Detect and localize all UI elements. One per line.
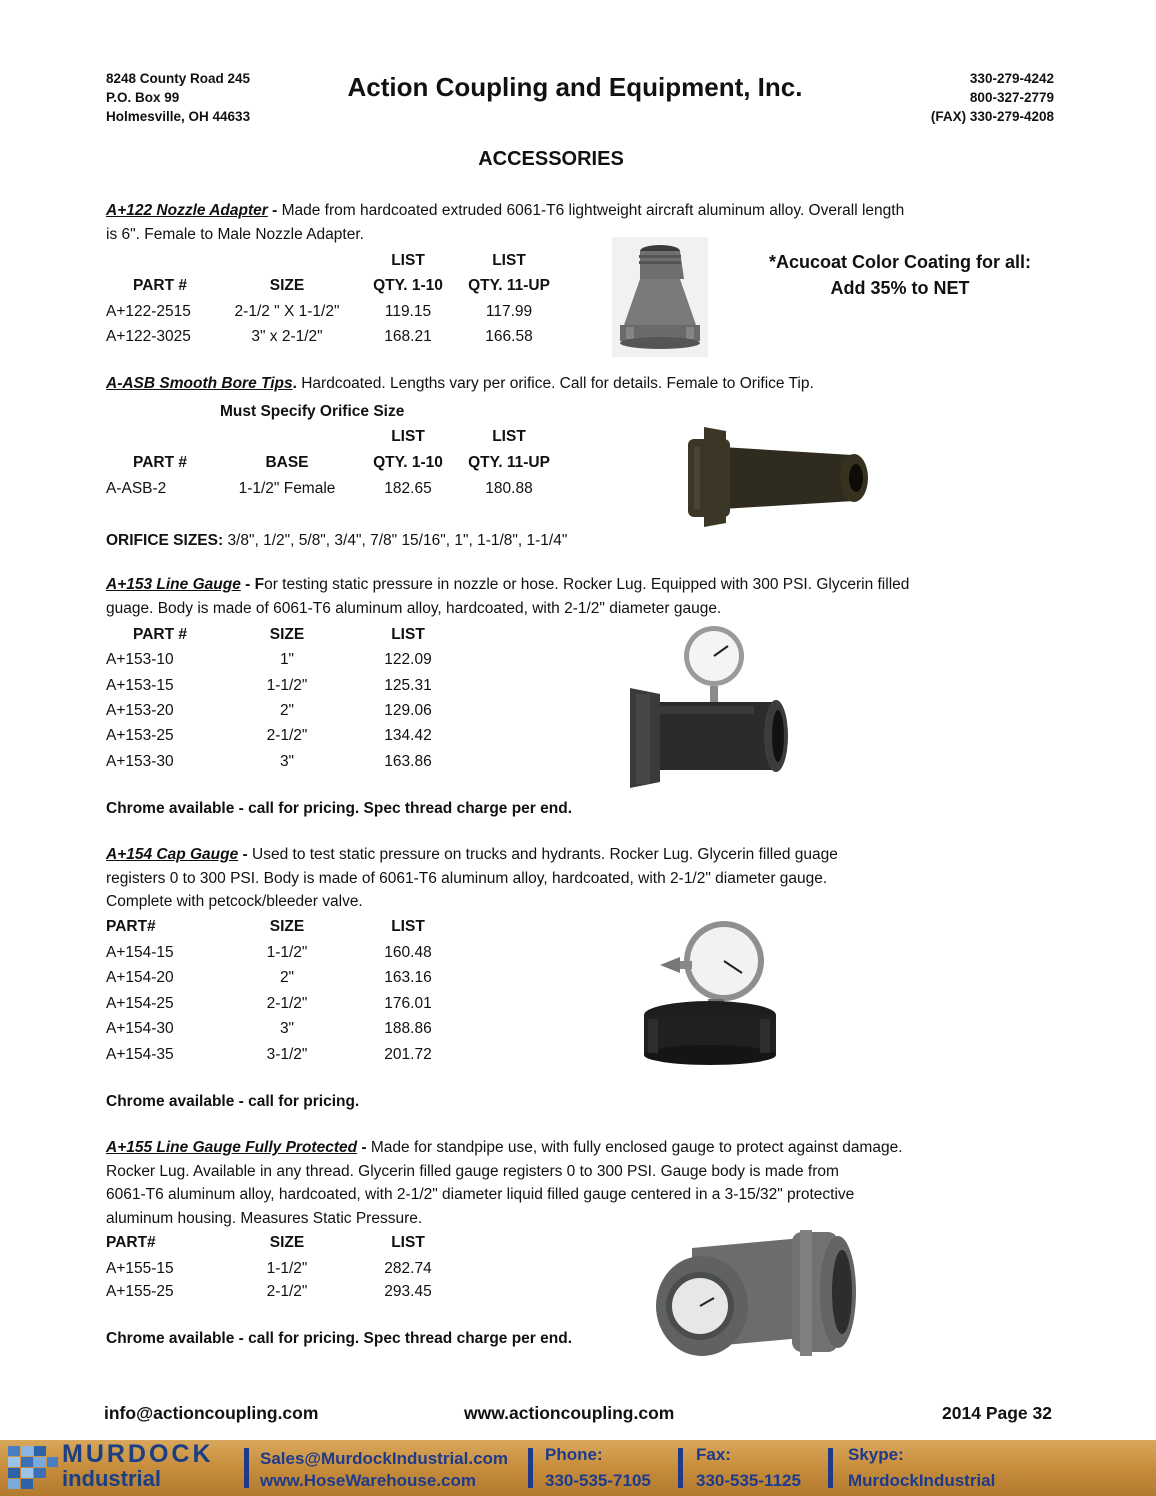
table-row bbox=[106, 699, 586, 723]
divider bbox=[828, 1448, 833, 1488]
product-name: A+153 Line Gauge bbox=[106, 576, 241, 593]
divider bbox=[528, 1448, 533, 1488]
size: 3" x 2-1/2" bbox=[251, 328, 323, 345]
price: 168.21 bbox=[384, 328, 432, 345]
size: 2-1/2" bbox=[266, 995, 308, 1012]
must-specify-note: Must Specify Orifice Size bbox=[220, 403, 405, 420]
size: 2" bbox=[279, 969, 295, 986]
size: 1-1/2" bbox=[266, 677, 308, 694]
col-header-list: LIST bbox=[492, 252, 526, 269]
line-gauge-image bbox=[624, 624, 792, 794]
description-initial: F bbox=[254, 576, 265, 593]
part-number: A+154-35 bbox=[106, 1046, 174, 1063]
product-a155-description bbox=[106, 1136, 1066, 1230]
size: 2" bbox=[279, 702, 295, 719]
murdock-logo-icon bbox=[8, 1446, 58, 1490]
table-row bbox=[106, 941, 586, 965]
company-address bbox=[106, 69, 250, 126]
orifice-label: ORIFICE SIZES: bbox=[106, 532, 224, 549]
size: 1-1/2" bbox=[266, 1260, 308, 1277]
product-name: A+122 Nozzle Adapter bbox=[106, 202, 268, 219]
product-a153-description bbox=[106, 573, 1046, 620]
size: 3" bbox=[279, 1020, 295, 1037]
address-line: 8248 County Road 245 bbox=[106, 71, 251, 86]
nozzle-adapter-image bbox=[612, 237, 708, 357]
table-a155 bbox=[106, 1231, 586, 1307]
banner-skype: MurdockIndustrial bbox=[848, 1471, 996, 1490]
col-header-size: SIZE bbox=[269, 626, 305, 643]
col-header-part: PART# bbox=[106, 918, 156, 935]
description-text: Rocker Lug. Available in any thread. Glycerin filled gauge registers 0 to 300 PSI. Gauge body is made from bbox=[106, 1162, 839, 1180]
table-row bbox=[106, 750, 586, 774]
col-header-qty: QTY. 1-10 bbox=[373, 454, 443, 471]
col-header-qty: QTY. 11-UP bbox=[468, 277, 550, 294]
col-header-part: PART # bbox=[133, 626, 187, 643]
col-header-qty: QTY. 1-10 bbox=[373, 277, 443, 294]
col-header-qty: QTY. 11-UP bbox=[468, 454, 550, 471]
col-header-size: SIZE bbox=[269, 1234, 305, 1251]
product-name: A+155 Line Gauge Fully Protected bbox=[106, 1139, 358, 1156]
description-text: 6061-T6 aluminum alloy, hardcoated, with 2-1/2" diameter liquid filled gauge centered in a 3-15/32" protective bbox=[106, 1186, 855, 1203]
phone-line: 800-327-2779 bbox=[969, 90, 1054, 105]
table-aasb bbox=[106, 400, 586, 504]
size: 2-1/2" bbox=[266, 1283, 308, 1300]
price: 176.01 bbox=[384, 995, 432, 1012]
size: 3-1/2" bbox=[266, 1046, 308, 1063]
address-line: P.O. Box 99 bbox=[106, 90, 180, 105]
price: 293.45 bbox=[384, 1283, 432, 1300]
description-text: guage. Body is made of 6061-T6 aluminum alloy, hardcoated, with 2-1/2" diameter gauge. bbox=[106, 599, 722, 617]
table-a153 bbox=[106, 623, 586, 777]
table-row bbox=[106, 1017, 586, 1041]
price: 180.88 bbox=[485, 480, 533, 497]
coating-line: Add 35% to NET bbox=[830, 278, 970, 298]
price: 201.72 bbox=[384, 1046, 432, 1063]
murdock-banner bbox=[0, 1440, 1156, 1496]
price: 182.65 bbox=[384, 480, 432, 497]
section-title: ACCESSORIES bbox=[478, 148, 624, 170]
table-row bbox=[106, 477, 586, 501]
banner-phone: 330-535-7105 bbox=[545, 1471, 651, 1490]
price: 119.15 bbox=[384, 303, 432, 320]
price: 282.74 bbox=[384, 1260, 432, 1277]
description-text: Complete with petcock/bleeder valve. bbox=[106, 893, 363, 910]
separator: - bbox=[238, 846, 253, 863]
orifice-sizes bbox=[106, 529, 806, 553]
col-header-size: SIZE bbox=[269, 277, 305, 294]
banner-fax: 330-535-1125 bbox=[696, 1471, 801, 1490]
price: 188.86 bbox=[384, 1020, 432, 1037]
description-text: Made for standpipe use, with fully enclosed gauge to protect against damage. bbox=[370, 1139, 903, 1156]
table-row bbox=[106, 724, 586, 748]
part-number: A+154-20 bbox=[106, 969, 174, 986]
part-number: A+153-20 bbox=[106, 702, 174, 719]
protected-line-gauge-image bbox=[652, 1228, 862, 1360]
table-a154 bbox=[106, 915, 586, 1069]
part-number: A+153-30 bbox=[106, 753, 174, 770]
divider bbox=[678, 1448, 683, 1488]
part-number: A+122-3025 bbox=[106, 328, 191, 345]
product-a154-description bbox=[106, 843, 1046, 914]
table-row bbox=[106, 325, 586, 349]
chrome-note-a153: Chrome available - call for pricing. Spec thread charge per end. bbox=[106, 800, 572, 817]
size: 3" bbox=[279, 753, 295, 770]
footer-email-link[interactable]: info@actioncoupling.com bbox=[104, 1403, 319, 1423]
size: 1-1/2" bbox=[266, 944, 308, 961]
address-line: Holmesville, OH 44633 bbox=[106, 109, 251, 124]
price: 122.09 bbox=[384, 651, 432, 668]
product-a122-description bbox=[106, 199, 1026, 246]
size: 2-1/2" bbox=[266, 727, 308, 744]
price: 160.48 bbox=[384, 944, 432, 961]
chrome-note-a155: Chrome available - call for pricing. Spec thread charge per end. bbox=[106, 1330, 572, 1347]
company-phones bbox=[931, 69, 1054, 126]
banner-website[interactable]: www.HoseWarehouse.com bbox=[260, 1471, 477, 1490]
murdock-logo-text: MURDOCK bbox=[62, 1440, 214, 1468]
size: 1" bbox=[279, 651, 295, 668]
col-header-part: PART# bbox=[106, 1234, 156, 1251]
separator: - bbox=[267, 202, 282, 219]
product-name: A+154 Cap Gauge bbox=[106, 846, 239, 863]
table-row bbox=[106, 648, 586, 672]
part-number: A+154-15 bbox=[106, 944, 174, 961]
description-text: registers 0 to 300 PSI. Body is made of 6061-T6 aluminum alloy, hardcoated, with 2-1/2" diameter gauge. bbox=[106, 869, 828, 887]
part-number: A-ASB-2 bbox=[106, 480, 167, 497]
banner-phone-label: Phone: bbox=[545, 1445, 603, 1464]
table-row bbox=[106, 674, 586, 698]
separator: - bbox=[357, 1139, 371, 1156]
price: 163.16 bbox=[384, 969, 432, 986]
part-number: A+155-25 bbox=[106, 1283, 174, 1300]
description-text: Used to test static pressure on trucks and hydrants. Rocker Lug. Glycerin filled guage bbox=[252, 846, 838, 863]
coating-line: *Acucoat Color Coating for all: bbox=[768, 252, 1031, 272]
col-header-list: LIST bbox=[391, 252, 425, 269]
description-text: Hardcoated. Lengths vary per orifice. Call for details. Female to Orifice Tip. bbox=[301, 375, 814, 392]
banner-fax-label: Fax: bbox=[696, 1445, 731, 1464]
product-name: A-ASB Smooth Bore Tips bbox=[106, 375, 293, 392]
col-header-list: LIST bbox=[391, 626, 425, 643]
base: 1-1/2" Female bbox=[238, 480, 336, 497]
description-text: is 6". Female to Male Nozzle Adapter. bbox=[106, 225, 364, 243]
table-row bbox=[106, 1280, 586, 1304]
price: 166.58 bbox=[485, 328, 533, 345]
description-text: or testing static pressure in nozzle or hose. Rocker Lug. Equipped with 300 PSI. Glycerin filled bbox=[264, 576, 910, 593]
page-number: 2014 Page 32 bbox=[942, 1403, 1052, 1423]
price: 163.86 bbox=[384, 753, 432, 770]
table-row bbox=[106, 966, 586, 990]
separator: . bbox=[292, 375, 302, 392]
phone-line: 330-279-4242 bbox=[969, 71, 1054, 86]
part-number: A+154-30 bbox=[106, 1020, 174, 1037]
description-text: Made from hardcoated extruded 6061-T6 lightweight aircraft aluminum alloy. Overall length bbox=[281, 202, 905, 219]
part-number: A+154-25 bbox=[106, 995, 174, 1012]
smooth-bore-tip-image bbox=[682, 425, 872, 529]
footer-website-link[interactable]: www.actioncoupling.com bbox=[464, 1403, 675, 1423]
table-row bbox=[106, 300, 586, 324]
col-header-list: LIST bbox=[391, 1234, 425, 1251]
separator: - bbox=[240, 576, 255, 593]
murdock-logo-subtext: industrial bbox=[62, 1466, 162, 1491]
price: 129.06 bbox=[384, 702, 432, 719]
orifice-values: 3/8", 1/2", 5/8", 3/4", 7/8" 15/16", 1", 1-1/8", 1-1/4" bbox=[227, 532, 568, 549]
part-number: A+155-15 bbox=[106, 1260, 174, 1277]
price: 134.42 bbox=[384, 727, 432, 744]
col-header-list: LIST bbox=[391, 918, 425, 935]
table-row bbox=[106, 1257, 586, 1281]
part-number: A+153-25 bbox=[106, 727, 174, 744]
table-row bbox=[106, 992, 586, 1016]
divider bbox=[244, 1448, 249, 1488]
table-a122 bbox=[106, 249, 586, 359]
banner-skype-label: Skype: bbox=[848, 1445, 904, 1464]
col-header-base: BASE bbox=[265, 454, 309, 471]
fax-line: (FAX) 330-279-4208 bbox=[930, 109, 1054, 124]
chrome-note-a154: Chrome available - call for pricing. bbox=[106, 1093, 360, 1110]
col-header-part: PART # bbox=[133, 277, 187, 294]
description-text: aluminum housing. Measures Static Pressure. bbox=[106, 1209, 423, 1227]
col-header-size: SIZE bbox=[269, 918, 305, 935]
company-name: Action Coupling and Equipment, Inc. bbox=[347, 72, 803, 102]
price: 117.99 bbox=[485, 303, 533, 320]
col-header-list: LIST bbox=[391, 428, 425, 445]
banner-sales-email[interactable]: Sales@MurdockIndustrial.com bbox=[260, 1449, 509, 1468]
coating-note bbox=[740, 249, 1060, 301]
part-number: A+122-2515 bbox=[106, 303, 191, 320]
product-aasb-description bbox=[106, 372, 1026, 396]
part-number: A+153-15 bbox=[106, 677, 174, 694]
size: 2-1/2 " X 1-1/2" bbox=[234, 303, 340, 320]
col-header-list: LIST bbox=[492, 428, 526, 445]
table-row bbox=[106, 1043, 586, 1067]
cap-gauge-image bbox=[640, 913, 780, 1068]
part-number: A+153-10 bbox=[106, 651, 174, 668]
col-header-part: PART # bbox=[133, 454, 187, 471]
price: 125.31 bbox=[384, 677, 432, 694]
